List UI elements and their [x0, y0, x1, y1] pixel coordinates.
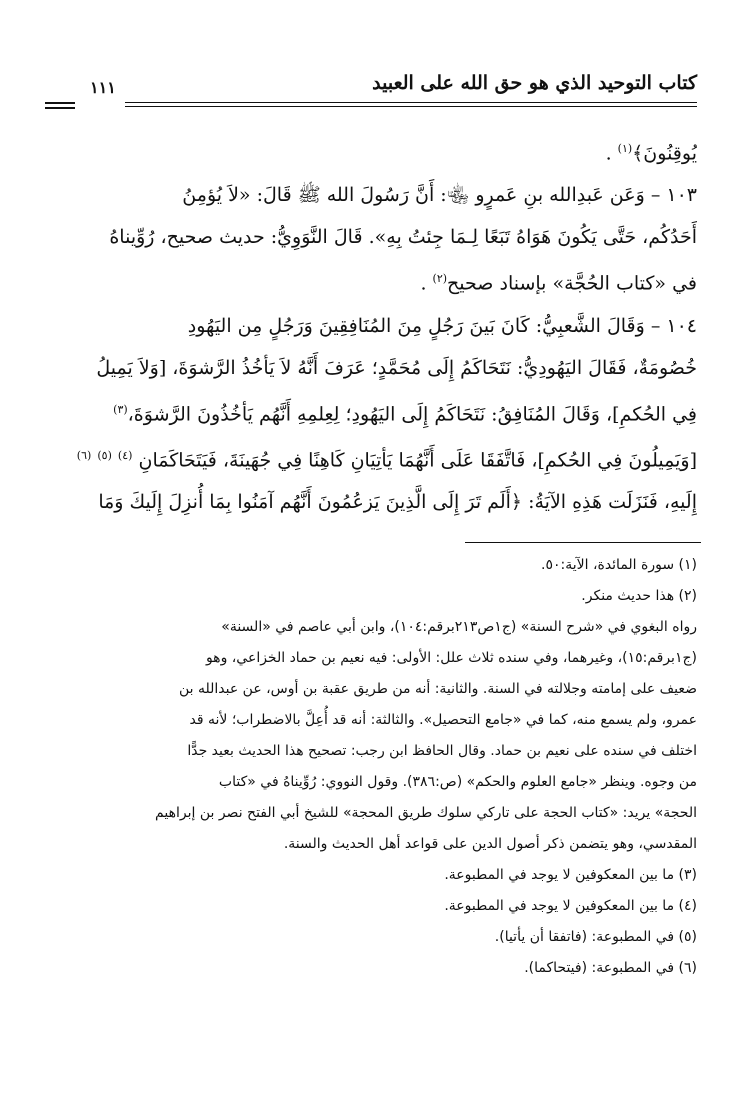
footnote-2-line: الحجة» يريد: «كتاب الحجة على تاركي سلوك طريق المحجة» للشيخ أبي الفتح نصر بن إبراهيم	[155, 805, 697, 821]
footnote-2-line: من وجوه. وينظر «جامع العلوم والحكم» (ص:٣٨٦). وقول النووي: رُوِّيناهُ في «كتاب	[218, 774, 697, 790]
page-header	[45, 72, 697, 112]
footnote-2-line: اختلف في سنده على نعيم بن حماد. وقال الحافظ ابن رجب: تصحيح هذا الحديث بعيد جدًّا	[187, 743, 697, 759]
main-text	[45, 128, 697, 523]
footnote-divider	[465, 542, 701, 543]
hadith-104-line: ١٠٤ – وَقَالَ الشَّعبِيُّ: كَانَ بَينَ رَجُلٍ مِنَ المُنَافِقِينَ وَرَجُلٍ مِن اليَهُودِ	[187, 314, 697, 337]
footnote-2-line: (ج١برقم:١٥)، وغيرهما، وفي سنده ثلاث علل: الأولى: فيه نعيم بن حماد الخزاعي، وهو	[205, 650, 697, 666]
footnote-ref: (٣)	[113, 402, 128, 416]
text-line: أَحَدُكُم، حَتَّى يَكُونَ هَوَاهُ تَبَعًا لِـمَا جِئتُ بِهِ». قَالَ النَّوَوِيُّ: حديث صحيح، رُوِّيناهُ	[109, 226, 697, 249]
footnote-ref: (٤)	[117, 448, 133, 462]
footnotes	[45, 550, 697, 984]
page-number: ١١١	[90, 78, 116, 97]
footnote-2-line: عمرو، ولم يسمع منه، كما في «جامع التحصيل». والثالثة: أنه قد أُعِلَّ بالاضطراب؛ لأنه قد	[189, 712, 697, 728]
text-line: خُصُومَةٌ، فَقَالَ اليَهُودِيُّ: نَتَحَاكَمُ إِلَى مُحَمَّدٍ؛ عَرَفَ أَنَّهُ لاَ يَأخُذُ الرَّشوَةَ، [وَلاَ يَمِيلُ	[96, 356, 697, 379]
footnote-2-line: ضعيف على إمامته وجلالته في السنة. والثانية: أنه من طريق عقبة بن أوس، عن عبدالله بن	[178, 681, 697, 697]
footnote-4: (٤) ما بين المعكوفين لا يوجد في المطبوعة.	[444, 898, 697, 914]
footnote-3: (٣) ما بين المعكوفين لا يوجد في المطبوعة.	[444, 867, 697, 883]
text-line: إِلَيهِ، فَنَزَلَت هَذِهِ الآيَةُ: ﴿أَلَم تَرَ إِلَى الَّذِينَ يَزعُمُونَ أَنَّهُم آمَنُوا بِمَا أُنزِلَ إِلَيكَ وَمَا	[98, 491, 697, 514]
header-rule	[45, 102, 697, 110]
footnote-5: (٥) في المطبوعة: (فاتفقا أن يأتيا).	[494, 929, 697, 945]
running-title: كتاب التوحيد الذي هو حق الله على العبيد	[372, 72, 697, 94]
footnote-ref: (٢)	[432, 272, 448, 286]
footnote-1: (١) سورة المائدة، الآية:٥٠.	[541, 557, 697, 573]
footnote-ref: (١)	[617, 142, 633, 155]
text-line: في «كتاب الحُجَّة» بإسناد صحيح$^{(٢)}$ .	[420, 272, 697, 295]
footnote-ref: (٥)	[97, 448, 112, 462]
footnote-2-line: المقدسي، وهو يتضمن ذكر أصول الدين على قواعد أهل الحديث والسنة.	[283, 836, 697, 852]
text-line: [وَيَمِيلُونَ فِي الحُكمِ]، فَاتَّفَقَا عَلَى أَنَّهُمَا يَأتِيَانِ كَاهِنًا فِي جُهَينَةَ، فَيَتَحَاكَمَانِ $^{(٤)}$ $^{(٥)}$ $^{(٦)}$	[76, 448, 697, 472]
hadith-103-line: ١٠٣ – وَعَن عَبدِالله بنِ عَمرٍو ﵄: أَنَّ رَسُولَ الله ﷺ قَالَ: «لاَ يُؤمِنُ	[182, 184, 697, 207]
footnote-ref: (٦)	[76, 448, 92, 462]
footnote-6: (٦) في المطبوعة: (فيتحاكما).	[524, 960, 697, 976]
text-line: يُوقِنُونَ﴾$^{(١)}$ .	[605, 142, 697, 165]
text-line: فِي الحُكمِ]، وَقَالَ المُنَافِقُ: نَتَحَاكَمُ إِلَى اليَهُودِ؛ لِعِلمِهِ أَنَّهُم يَأخُذُونَ الرَّشوَةَ،$^{(٣)}$	[113, 402, 697, 425]
footnote-2: (٢) هذا حديث منكر.	[581, 588, 697, 604]
footnote-2-line: رواه البغوي في «شرح السنة» (ج١ص٢١٣برقم:١٠٤)، وابن أبي عاصم في «السنة»	[221, 619, 697, 635]
